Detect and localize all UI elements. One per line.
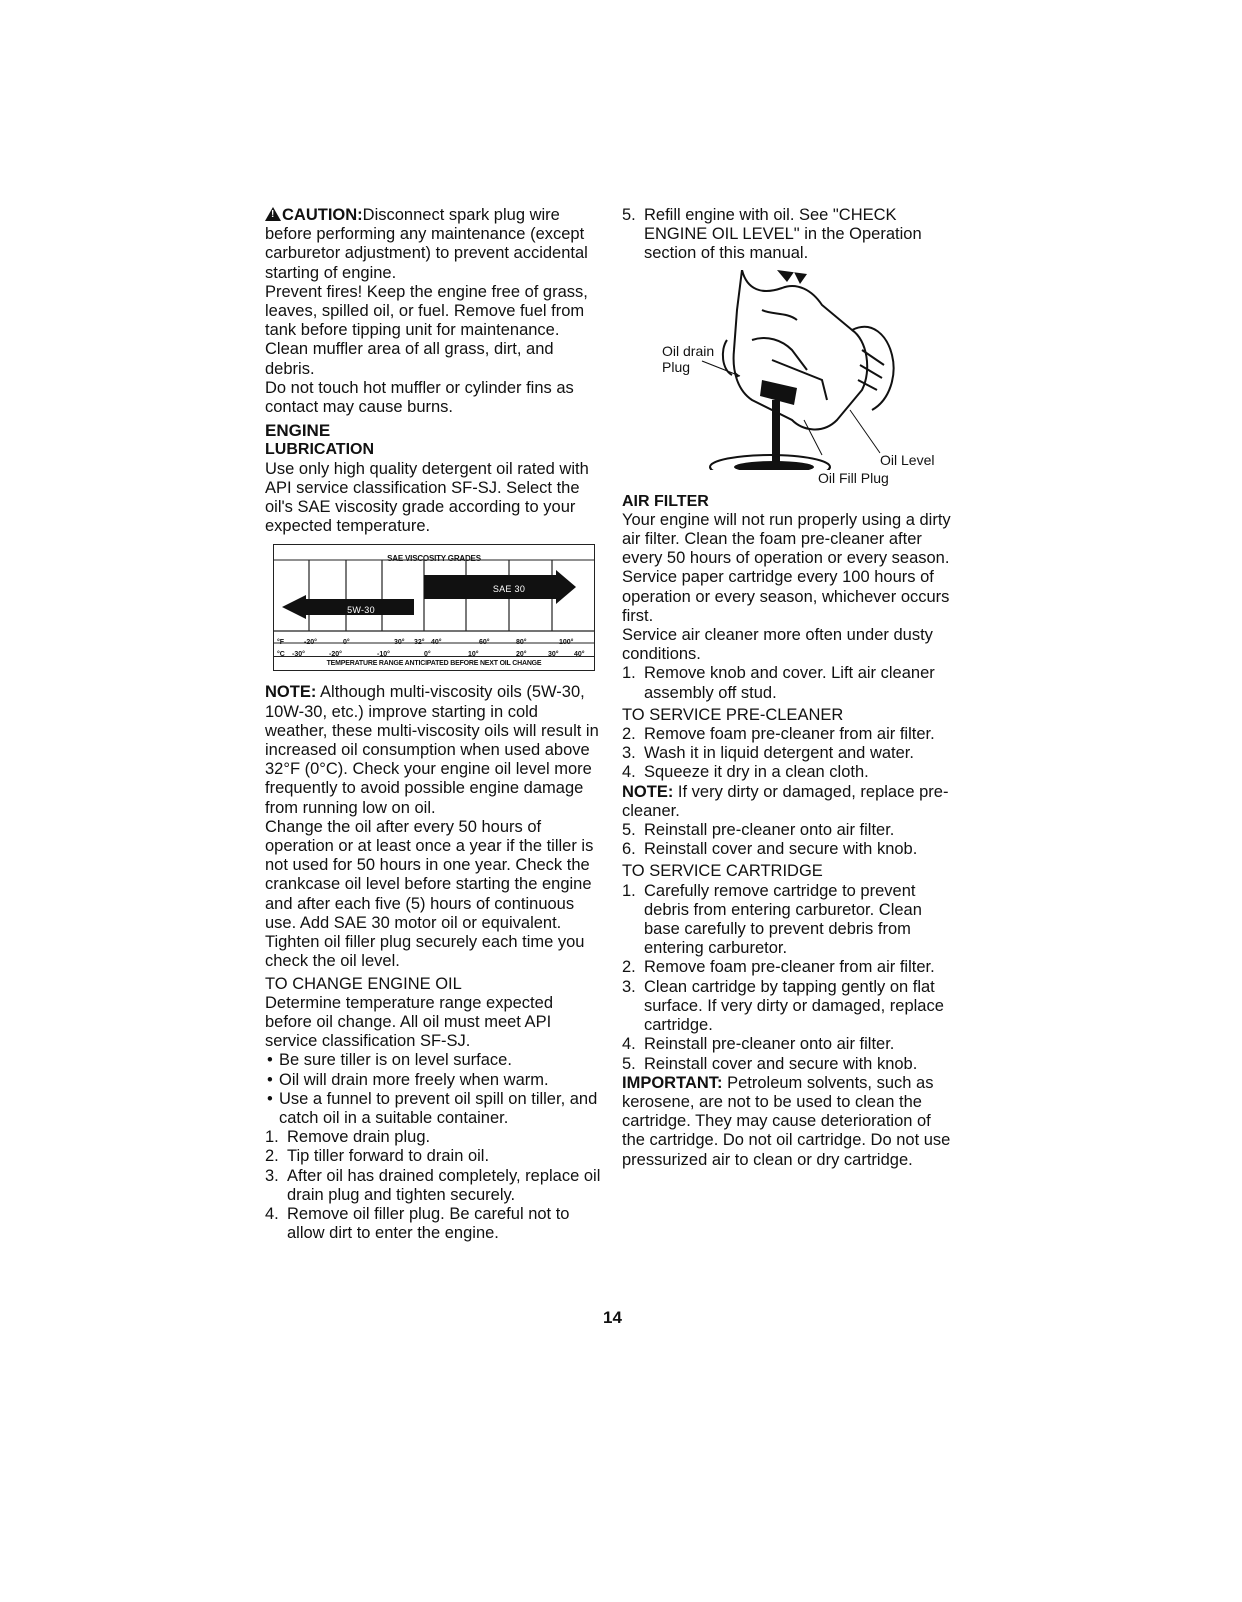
to-change-oil-heading: TO CHANGE ENGINE OIL: [265, 974, 462, 993]
chart-title: SAE VISCOSITY GRADES: [387, 554, 481, 564]
tick-f: 100°: [559, 639, 574, 647]
list-item-text: Oil will drain more freely when warm.: [279, 1070, 549, 1089]
label-oil-drain: Oil drain: [662, 342, 715, 359]
step-number: 1.: [622, 881, 636, 900]
step-text: Remove foam pre-cleaner from air filter.: [644, 958, 935, 977]
list-item: [265, 1205, 603, 1243]
page-number: 14: [603, 1308, 622, 1327]
step-number: 5.: [622, 821, 636, 840]
step-number: 5.: [622, 1054, 636, 1073]
important-text: Petroleum solvents, such as kerosene, are not to be used to clean the cartridge. They may cause deterioration of the cartridge. Do not oil cartridge. Do not use pressurized air to clean or dry cartridge.: [622, 1073, 951, 1169]
list-item: [622, 744, 957, 763]
step-text: Squeeze it dry in a clean cloth.: [644, 763, 869, 782]
list-item: [265, 1090, 603, 1128]
step-text: Reinstall cover and secure with knob.: [644, 1054, 918, 1073]
bullet-icon: •: [267, 1051, 273, 1070]
tick-c: -30°: [292, 651, 305, 659]
list-item: [265, 1167, 603, 1205]
tick-f: 80°: [516, 639, 527, 647]
step-text: Remove oil filler plug. Be careful not to allow dirt to enter the engine.: [287, 1204, 570, 1243]
tick-f: 40°: [431, 639, 442, 647]
pre-cleaner-note: [622, 783, 957, 821]
step-text: Clean cartridge by tapping gently on flat surface. If very dirty or damaged, replace cartridge.: [644, 977, 944, 1035]
bullet-icon: •: [267, 1089, 273, 1108]
tick-c: 40°: [574, 651, 585, 659]
note-label: NOTE:: [622, 782, 674, 801]
tick-c: -10°: [377, 651, 390, 659]
sae-viscosity-chart: [273, 544, 595, 671]
to-change-oil-text: Determine temperature range expected before oil change. All oil must meet API service classification SF-SJ.: [265, 993, 553, 1051]
step-text: Carefully remove cartridge to prevent debris from entering carburetor. Clean base carefully to prevent debris from entering carburetor.: [644, 881, 922, 958]
list-item: [622, 1055, 957, 1074]
service-text: Service air cleaner more often under dusty conditions.: [622, 626, 933, 664]
note-text: If very dirty or damaged, replace pre-cleaner.: [622, 782, 949, 820]
tick-c: -20°: [329, 651, 342, 659]
step-text: Reinstall pre-cleaner onto air filter.: [644, 1035, 895, 1054]
step-text: Reinstall pre-cleaner onto air filter.: [644, 821, 895, 840]
label-oil-fill-plug: Oil Fill Plug: [818, 469, 889, 486]
list-item: [622, 958, 957, 977]
note-label: NOTE:: [265, 683, 317, 702]
list-item: [265, 1147, 603, 1166]
caution-label: CAUTION:: [282, 206, 363, 224]
important-paragraph: [622, 1074, 957, 1170]
step-text: Remove knob and cover. Lift air cleaner assembly off stud.: [644, 664, 935, 702]
list-item: [622, 1035, 957, 1054]
caution-line-1: Disconnect spark plug wire before performing any maintenance (except carburetor adjustment) to prevent accidental starting of engine.: [265, 206, 588, 282]
tick-c: 20°: [516, 651, 527, 659]
grade-high-label: SAE 30: [492, 584, 526, 595]
lubrication-heading: LUBRICATION: [265, 441, 375, 459]
tick-f: 30°: [394, 639, 405, 647]
list-item: [622, 882, 957, 959]
tick-f: 32°: [414, 639, 425, 647]
step-number: 3.: [622, 977, 636, 996]
list-item: [622, 763, 957, 782]
tick-f: 60°: [479, 639, 490, 647]
label-oil-level: Oil Level: [880, 451, 935, 468]
caution-line-2: Prevent fires! Keep the engine free of grass, leaves, spilled oil, or fuel. Remove fuel from tank before tipping unit for maintenance. Clean muffler area of all grass, dirt, and debris.: [265, 282, 588, 378]
label-plug: Plug: [662, 358, 691, 375]
list-item: [265, 1051, 603, 1070]
step-text: Refill engine with oil. See "CHECK ENGINE OIL LEVEL" in the Operation section of this manual.: [644, 206, 922, 263]
note-text: Although multi-viscosity oils (5W-30, 10W-30, etc.) improve starting in cold weather, these multi-viscosity oils will result in increased oil consumption when used above 32°F (0°C). Check your engine oil level more frequently to avoid possible engine damage from running low on oil.: [265, 683, 599, 817]
change-oil-text: Change the oil after every 50 hours of operation or at least once a year if the tiller is not used for 50 hours in one year. Check the crankcase oil level before starting the engine and after each five (5) hours of continuous use. Add SAE 30 motor oil or equivalent. Tighten oil filler plug securely each time you check the oil level.: [265, 817, 594, 971]
list-item: [622, 840, 957, 859]
list-item: [622, 978, 957, 1036]
oil-drain-figure: [622, 270, 942, 486]
step-number: 2.: [622, 958, 636, 977]
lubrication-text: Use only high quality detergent oil rated with API service classification SF-SJ. Select the oil's SAE viscosity grade according to your expected temperature.: [265, 459, 589, 536]
list-item-text: Be sure tiller is on level surface.: [279, 1051, 512, 1070]
list-item: [622, 821, 957, 840]
left-column: [265, 206, 603, 1243]
step-text: Wash it in liquid detergent and water.: [644, 744, 914, 763]
note-paragraph: [265, 683, 603, 817]
step-number: 6.: [622, 840, 636, 859]
celsius-ticks: [274, 643, 594, 657]
tick-c: 30°: [548, 651, 559, 659]
pre-cleaner-heading: TO SERVICE PRE-CLEANER: [622, 705, 844, 724]
step-number: 1.: [622, 664, 636, 683]
step-number: 2.: [622, 725, 636, 744]
right-column: [622, 206, 957, 1170]
warning-triangle-icon: [265, 207, 281, 221]
tick-f: -20°: [304, 639, 317, 647]
step-text: Remove foam pre-cleaner from air filter.: [644, 725, 935, 744]
step-number: 4.: [622, 763, 636, 782]
list-item: [622, 725, 957, 744]
tick-unit-f: °F: [277, 639, 285, 647]
list-item: [622, 664, 957, 702]
tick-unit-c: °C: [277, 651, 285, 659]
step-text: Reinstall cover and secure with knob.: [644, 840, 918, 859]
engine-heading: ENGINE: [265, 421, 331, 441]
air-filter-heading: AIR FILTER: [622, 492, 709, 510]
step-text: Tip tiller forward to drain oil.: [287, 1147, 490, 1166]
tick-f: 0°: [343, 639, 350, 647]
step-number: 2.: [265, 1147, 279, 1166]
step-number: 1.: [265, 1128, 279, 1147]
tick-c: 10°: [468, 651, 479, 659]
grade-low-label: 5W-30: [347, 605, 375, 616]
step-number: 4.: [622, 1035, 636, 1054]
cartridge-heading: TO SERVICE CARTRIDGE: [622, 862, 823, 881]
list-item: [622, 206, 957, 264]
important-label: IMPORTANT:: [622, 1073, 723, 1092]
tick-c: 0°: [424, 651, 431, 659]
chart-footer: TEMPERATURE RANGE ANTICIPATED BEFORE NEXT OIL CHANGE: [274, 656, 594, 670]
caution-block: [265, 206, 603, 283]
bullet-icon: •: [267, 1070, 273, 1089]
air-filter-text: Your engine will not run properly using a dirty air filter. Clean the foam pre-cleaner after every 50 hours of operation or every season. Service paper cartridge every 100 hours of operation or every season, whichever occurs first.: [622, 510, 951, 625]
list-item: [265, 1128, 603, 1147]
step-number: 3.: [265, 1166, 279, 1185]
step-number: 3.: [622, 744, 636, 763]
step-text: Remove drain plug.: [287, 1128, 431, 1147]
list-item-text: Use a funnel to prevent oil spill on tiller, and catch oil in a suitable container.: [279, 1089, 598, 1127]
step-number: 4.: [265, 1204, 279, 1223]
step-text: After oil has drained completely, replace oil drain plug and tighten securely.: [287, 1166, 601, 1204]
step-number: 5.: [622, 206, 636, 224]
caution-line-3: Do not touch hot muffler or cylinder fins as contact may cause burns.: [265, 378, 574, 417]
list-item: [265, 1071, 603, 1090]
